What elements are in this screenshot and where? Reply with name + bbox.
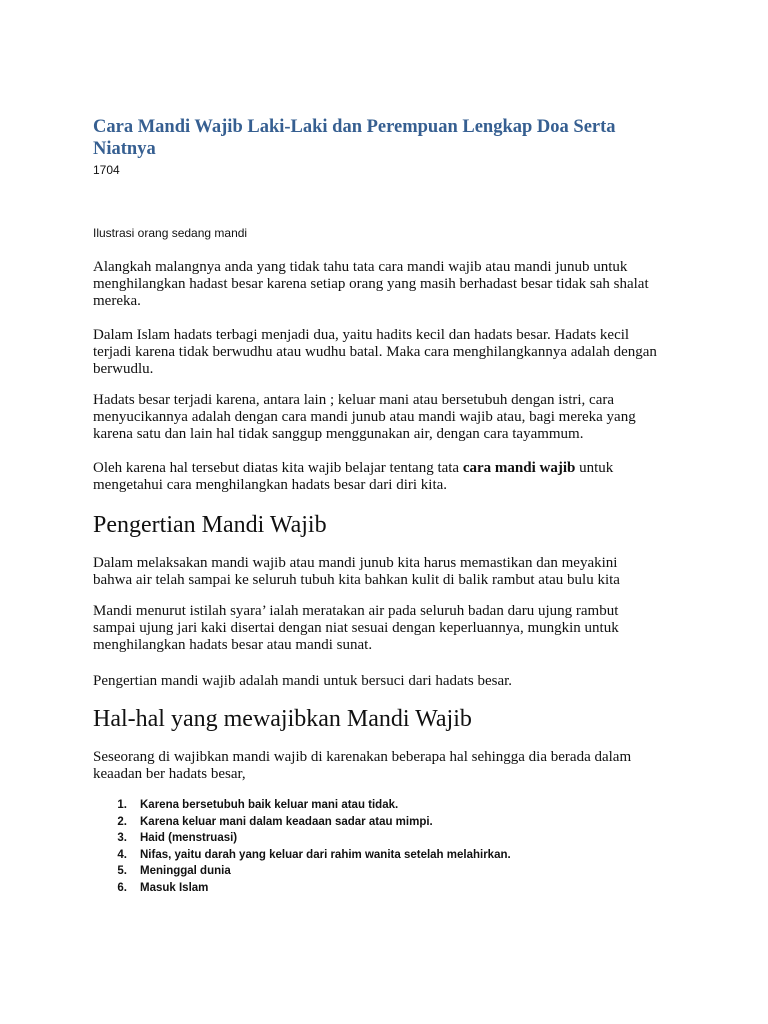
intro-paragraph-3 [93, 392, 636, 443]
list-item [93, 814, 693, 831]
section2-paragraph-1 [93, 749, 631, 783]
list-item-text: Haid (menstruasi) [140, 832, 238, 845]
section-heading: Pengertian Mandi Wajib [93, 512, 327, 538]
paragraph-line: Alangkah malangnya anda yang tidak tahu tata cara mandi wajib atau mandi junub untuk [93, 259, 628, 275]
paragraph-line: bahwa air telah sampai ke seluruh tubuh kita bahkan kulit di balik rambut atau bulu kita [93, 572, 620, 588]
intro-paragraph-4 [93, 460, 613, 494]
paragraph-line: Mandi menurut istilah syara’ ialah meratakan air pada seluruh badan daru ujung rambut [93, 603, 619, 619]
paragraph-line: menyucikannya adalah dengan cara mandi junub atau mandi wajib atau, bagi mereka yang [93, 409, 636, 425]
list-item-number: 5. [117, 865, 127, 878]
list-item-text: Masuk Islam [140, 881, 209, 894]
list-item-number: 4. [117, 848, 127, 861]
document-title [93, 116, 616, 160]
paragraph-line: Pengertian mandi wajib adalah mandi untuk bersuci dari hadats besar. [93, 673, 513, 689]
title-line: Cara Mandi Wajib Laki-Laki dan Perempuan Lengkap Doa Serta [93, 117, 616, 137]
list-item [93, 863, 693, 880]
paragraph-line: Hadats besar terjadi karena, antara lain ; keluar mani atau bersetubuh dengan istri, cara [93, 392, 615, 408]
list-item-number: 1. [117, 799, 127, 811]
list-item-text: Nifas, yaitu darah yang keluar dari rahim wanita setelah melahirkan. [140, 848, 511, 861]
list-item-text: Meninggal dunia [140, 865, 231, 878]
title-line: Niatnya [93, 139, 156, 159]
list-item-number: 2. [117, 815, 127, 828]
paragraph-line: mereka. [93, 293, 141, 309]
image-caption: Ilustrasi orang sedang mandi [93, 226, 248, 240]
section1-paragraph-3 [93, 673, 512, 690]
list-item-text: Karena bersetubuh baik keluar mani atau tidak. [140, 799, 399, 811]
list-item-number: 3. [117, 832, 127, 845]
list-item [93, 830, 693, 847]
intro-paragraph-2 [93, 327, 657, 378]
intro-paragraph-1 [93, 259, 649, 310]
list-item-number: 6. [117, 881, 127, 894]
bold-keyword: cara mandi wajib [462, 460, 576, 476]
list-item [93, 797, 693, 814]
paragraph-line: karena satu dan lain hal tidak sanggup menggunakan air, dengan cara tayammum. [93, 426, 584, 442]
paragraph-line: sampai ujung jari kaki disertai dengan niat sesuai dengan keperluannya, mungkin untuk [93, 620, 619, 636]
paragraph-line: mengetahui cara menghilangkan hadats besar dari diri kita. [93, 477, 448, 493]
paragraph-line: Seseorang di wajibkan mandi wajib di karenakan beberapa hal sehingga dia berada dalam [93, 749, 632, 765]
paragraph-line: menghilangkan hadats besar atau mandi sunat. [93, 637, 373, 653]
paragraph-text: Oleh karena hal tersebut diatas kita wajib belajar tentang tata [93, 460, 463, 476]
paragraph-line: berwudlu. [93, 361, 154, 377]
section-heading: Hal-hal yang mewajibkan Mandi Wajib [93, 706, 472, 732]
paragraph-line: menghilangkan hadast besar karena setiap orang yang masih berhadast besar tidak sah shalat [93, 276, 649, 292]
list-item [93, 880, 693, 897]
paragraph-line: Dalam melaksakan mandi wajib atau mandi junub kita harus memastikan dan meyakini [93, 555, 618, 571]
paragraph-line: terjadi karena tidak berwudhu atau wudhu batal. Maka cara menghilangkannya adalah dengan [93, 344, 657, 360]
section1-paragraph-2 [93, 603, 619, 654]
paragraph-line: Dalam Islam hadats terbagi menjadi dua, yaitu hadits kecil dan hadats besar. Hadats kecil [93, 327, 630, 343]
paragraph-text: untuk [575, 460, 614, 476]
list-item [93, 847, 693, 864]
meta-number: 1704 [93, 163, 120, 177]
paragraph-line [93, 460, 613, 477]
section1-paragraph-1 [93, 555, 620, 589]
list-item-text: Karena keluar mani dalam keadaan sadar atau mimpi. [140, 815, 433, 828]
paragraph-line: keaadan ber hadats besar, [93, 766, 246, 782]
numbered-list [93, 797, 693, 897]
